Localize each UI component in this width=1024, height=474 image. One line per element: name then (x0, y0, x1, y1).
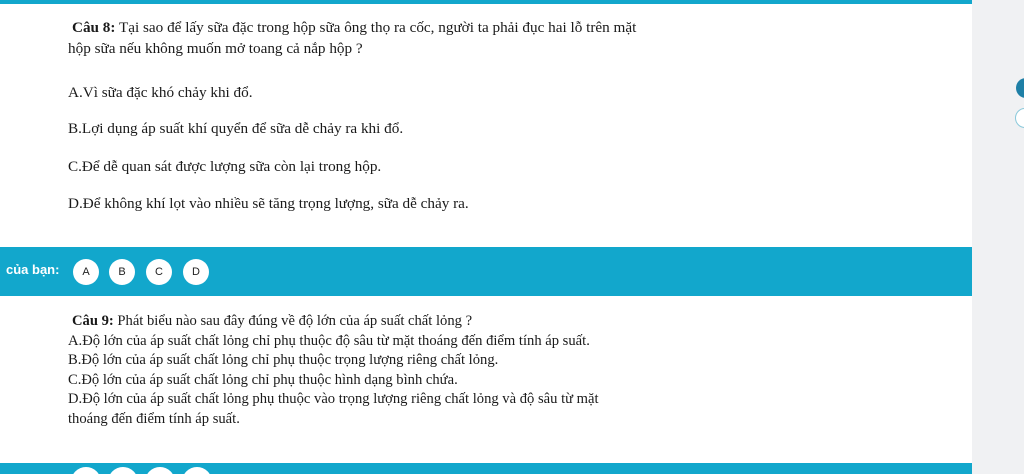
question-8-option-a: A.Vì sữa đặc khó chảy khi đổ. (68, 84, 253, 101)
top-accent-bar (0, 0, 972, 4)
question-8-option-b: B.Lợi dụng áp suất khí quyển để sữa dễ chảy ra khi đổ. (68, 120, 404, 137)
answer-label: của bạn: (6, 262, 60, 277)
question-8-option-c: C.Để dễ quan sát được lượng sữa còn lại trong hộp. (68, 158, 382, 175)
answer-choice-c-button[interactable]: C (146, 259, 172, 285)
answer-bar (0, 247, 972, 296)
question-9-option-c: C.Độ lớn của áp suất chất lỏng chỉ phụ thuộc hình dạng bình chứa. (68, 371, 458, 388)
answer-choice-a-button[interactable]: A (73, 259, 99, 285)
question-9-option-b: B.Độ lớn của áp suất chất lỏng chỉ phụ thuộc trọng lượng riêng chất lỏng. (68, 352, 499, 368)
bottom-accent-bar (0, 463, 972, 474)
answer-choice-d-button[interactable]: D (183, 259, 209, 285)
question-9-prompt (68, 312, 888, 332)
question-9-number: Câu 9: (72, 313, 114, 329)
question-9-option-a: A.Độ lớn của áp suất chất lỏng chỉ phụ thuộc độ sâu từ mặt thoáng đến điểm tính áp suất. (68, 332, 590, 349)
question-8-text: Tại sao để lấy sữa đặc trong hộp sữa ông thọ ra cốc, người ta phải đục hai lỗ trên mặt (115, 19, 637, 36)
answer-choice-b-button[interactable]: B (109, 259, 135, 285)
question-9-text: Phát biểu nào sau đây đúng về độ lớn của áp suất chất lỏng ? (113, 313, 473, 329)
question-8-option-d: D.Để không khí lọt vào nhiều sẽ tăng trọng lượng, sữa dễ chảy ra. (68, 195, 469, 212)
question-8-prompt-line2: hộp sữa nếu không muốn mở toang cả nắp hộp ? (68, 40, 363, 57)
question-8 (68, 17, 888, 59)
question-9-option-d: D.Độ lớn của áp suất chất lỏng phụ thuộc vào trọng lượng riêng chất lỏng và độ sâu từ mặt (68, 391, 599, 407)
question-9-option-d-continued: thoáng đến điểm tính áp suất. (68, 410, 240, 427)
question-8-prompt-line1 (68, 17, 888, 38)
question-8-number: Câu 8: (72, 19, 116, 36)
question-9 (68, 312, 888, 429)
right-side-panel (972, 0, 1024, 474)
